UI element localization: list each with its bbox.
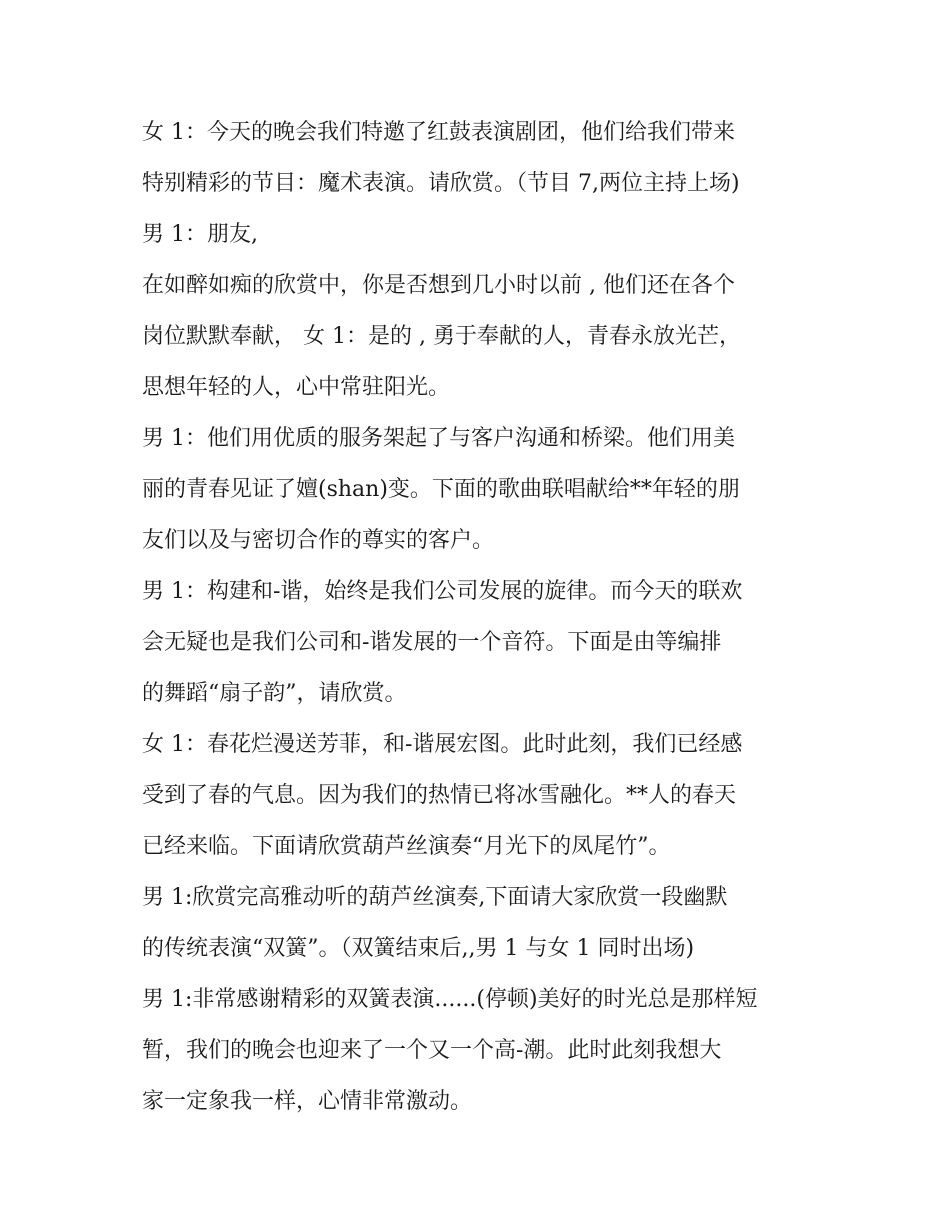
paragraph bbox=[142, 566, 814, 719]
paragraph bbox=[142, 719, 814, 872]
paragraph-line: 女 1：今天的晚会我们特邀了红鼓表演剧团，他们给我们带来 bbox=[142, 120, 735, 145]
paragraph-line: 已经来临。下面请欣赏葫芦丝演奏“月光下的凤尾竹”。 bbox=[142, 834, 671, 859]
paragraph-line: 丽的青春见证了嬗(shan)变。下面的歌曲联唱献给**年轻的朋 bbox=[142, 477, 740, 502]
paragraph-line: 特别精彩的节目：魔术表演。请欣赏。（节目 7,两位主持上场) bbox=[142, 171, 740, 196]
paragraph-line: 男 1:欣赏完高雅动听的葫芦丝演奏,下面请大家欣赏一段幽默 bbox=[142, 885, 728, 910]
paragraph-line: 在如醉如痴的欣赏中，你是否想到几小时以前 , 他们还在各个 bbox=[142, 273, 735, 298]
paragraph-line: 友们以及与密切合作的尊实的客户。 bbox=[142, 528, 495, 553]
paragraph-line: 男 1：构建和-谐，始终是我们公司发展的旋律。而今天的联欢 bbox=[142, 579, 743, 604]
paragraph bbox=[142, 974, 814, 1127]
paragraph bbox=[142, 209, 814, 260]
paragraph-line: 家一定象我一样，心情非常激动。 bbox=[142, 1089, 473, 1114]
paragraph-line: 受到了春的气息。因为我们的热情已将冰雪融化。**人的春天 bbox=[142, 783, 737, 808]
document-body bbox=[142, 107, 814, 1127]
paragraph-line: 女 1：春花烂漫送芳菲，和-谐展宏图。此时此刻，我们已经感 bbox=[142, 732, 743, 757]
paragraph bbox=[142, 413, 814, 566]
paragraph-line: 男 1：他们用优质的服务架起了与客户沟通和桥梁。他们用美 bbox=[142, 426, 735, 451]
paragraph-line: 的舞蹈“扇子韵”，请欣赏。 bbox=[142, 681, 407, 706]
paragraph-line: 会无疑也是我们公司和-谐发展的一个音符。下面是由等编排 bbox=[142, 630, 722, 655]
paragraph-line: 思想年轻的人，心中常驻阳光。 bbox=[142, 375, 451, 400]
paragraph-line: 岗位默默奉献， 女 1：是的 , 勇于奉献的人，青春永放光芒， bbox=[142, 324, 741, 349]
paragraph bbox=[142, 260, 814, 413]
paragraph-line: 男 1:非常感谢精彩的双簧表演......(停顿)美好的时光总是那样短 bbox=[142, 987, 758, 1012]
paragraph-line: 的传统表演“双簧”。（双簧结束后,,男 1 与女 1 同时出场) bbox=[142, 936, 695, 961]
paragraph bbox=[142, 872, 814, 974]
paragraph-line: 男 1：朋友, bbox=[142, 222, 258, 247]
paragraph-line: 暂，我们的晚会也迎来了一个又一个高-潮。此时此刻我想大 bbox=[142, 1038, 722, 1063]
paragraph bbox=[142, 107, 814, 209]
